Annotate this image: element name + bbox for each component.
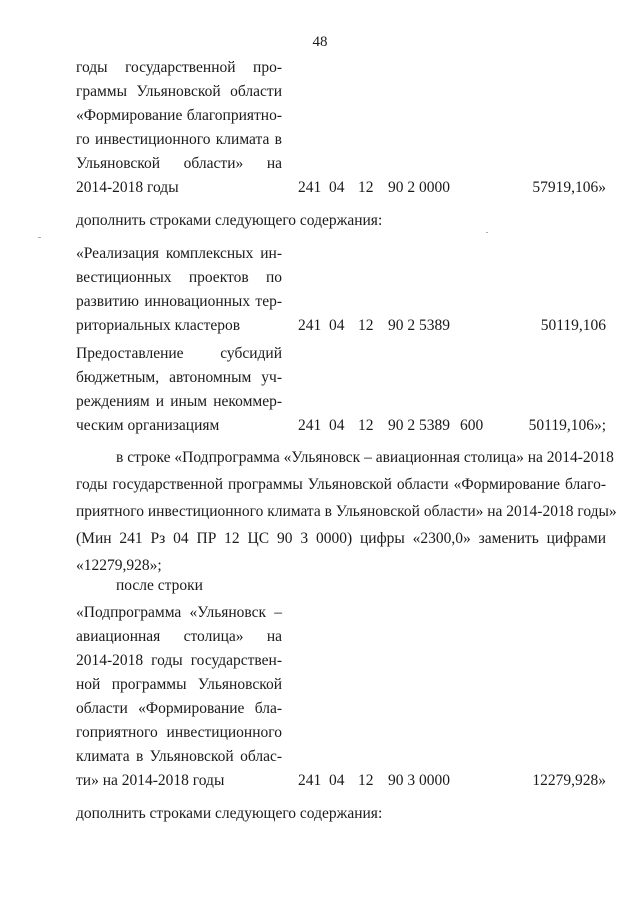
block4-line: гоприятного инвестиционного [76,724,282,741]
block1-min: 241 [298,179,322,196]
block4-name [76,601,282,769]
paragraph-line: годы государственной программы Ульяновской области «Формирование благо- [76,476,606,493]
block3-rz: 04 [329,417,345,434]
block2-row [76,314,606,338]
block4-line: авиационная столица» на [76,628,282,645]
page-number: 48 [312,34,328,50]
block2-min: 241 [298,317,322,334]
block3-vr: 600 [460,417,484,434]
block4-line: ной программы Ульяновской [76,676,282,693]
block3-line: Предоставление субсидий [76,345,282,362]
block4-line: климата в Ульяновской облас- [76,748,282,765]
add-rows-text-1: дополнить строками следующего содержания: [76,212,383,229]
block3-last-line: ческим организациям [76,417,220,434]
block4-min: 241 [298,772,322,789]
block1-line: го инвестиционного климата в [76,131,282,148]
block4-line: области «Формирование бла- [76,700,282,717]
block4-pr: 12 [358,772,374,789]
block4-last-line: ти» на 2014-2018 годы [76,772,225,789]
paragraph-replace-figures [76,444,617,579]
scan-mark [38,237,41,238]
block2-pr: 12 [358,317,374,334]
block3-row [76,414,606,438]
block4-line: 2014-2018 годы государствен- [76,652,282,669]
block2-cs: 90 2 5389 [388,317,450,334]
block3-sum: 50119,106»; [528,417,606,434]
block1-last-line: 2014-2018 годы [76,179,179,196]
block3-name [76,342,282,414]
block1-pr: 12 [358,179,374,196]
after-row-text: после строки [116,577,203,594]
block1-line: Ульяновской области» на [76,155,282,172]
block4-row [76,769,606,793]
block1-row [76,176,606,200]
block2-last-line: риториальных кластеров [76,317,241,334]
block3-cs: 90 2 5389 [388,417,450,434]
block1-cs: 90 2 0000 [388,179,450,196]
block3-min: 241 [298,417,322,434]
block2-line: вестиционных проектов по [76,269,282,286]
block1-sum: 57919,106» [532,179,606,196]
block3-line: реждениям и иным некоммер- [76,393,282,410]
block2-sum: 50119,106 [540,317,606,334]
block1-line: граммы Ульяновской области [76,83,282,100]
block2-line: «Реализация комплексных ин- [76,245,282,262]
add-rows-text-2: дополнить строками следующего содержания: [76,805,383,822]
block1-rz: 04 [329,179,345,196]
block4-cs: 90 3 0000 [388,772,450,789]
block1-name [76,56,282,176]
block4-rz: 04 [329,772,345,789]
block1-line: годы государственной про- [76,59,282,76]
block4-line: «Подпрограмма «Ульяновск – [76,604,282,621]
block3-line: бюджетным, автономным уч- [76,369,282,386]
block2-line: развитию инновационных тер- [76,293,282,310]
paragraph-line: (Мин 241 Рз 04 ПР 12 ЦС 90 3 0000) цифры «2300,0» заменить цифрами [76,530,606,547]
paragraph-line: в строке «Подпрограмма «Ульяновск – авиационная столица» на 2014-2018 [116,449,614,466]
block2-rz: 04 [329,317,345,334]
scan-mark [486,232,488,233]
block1-line: «Формирование благоприятно- [76,107,282,124]
paragraph-line: «12279,928»; [76,557,162,574]
paragraph-line: приятного инвестиционного климата в Ульяновской области» на 2014-2018 годы» [76,503,617,520]
block2-name [76,242,282,314]
block4-sum: 12279,928» [532,772,606,789]
block3-pr: 12 [358,417,374,434]
